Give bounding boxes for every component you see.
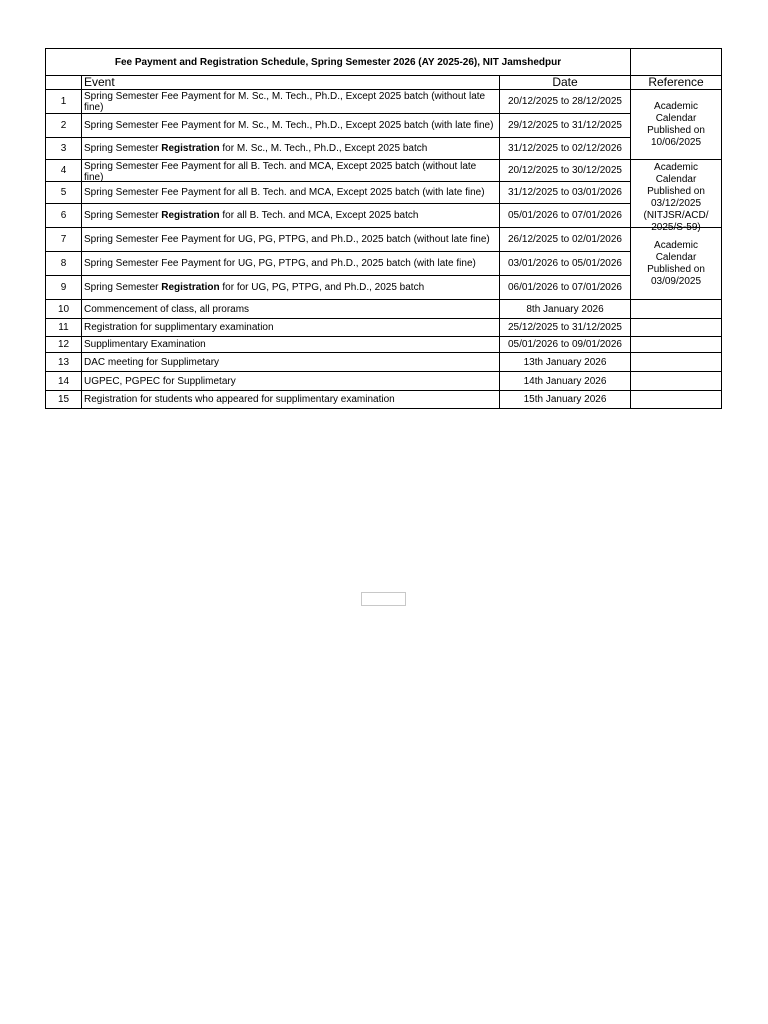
row-number: 9 bbox=[46, 276, 82, 300]
date-cell: 05/01/2026 to 09/01/2026 bbox=[500, 337, 631, 353]
date-cell: 31/12/2025 to 02/12/2026 bbox=[500, 138, 631, 160]
date-cell: 29/12/2025 to 31/12/2025 bbox=[500, 114, 631, 138]
table-row bbox=[46, 353, 722, 372]
event-cell bbox=[82, 353, 500, 372]
event-cell bbox=[82, 319, 500, 337]
event-cell bbox=[82, 160, 500, 182]
table-row bbox=[46, 252, 722, 276]
event-cell bbox=[82, 228, 500, 252]
header-date: Date bbox=[500, 76, 631, 90]
table-row bbox=[46, 90, 722, 114]
header-reference: Reference bbox=[631, 76, 722, 90]
event-text: Spring Semester Fee Payment for all B. Tech. and MCA, Except 2025 batch (with late fine) bbox=[84, 187, 485, 198]
reference-cell bbox=[631, 228, 722, 300]
date-cell: 8th January 2026 bbox=[500, 300, 631, 319]
header-row bbox=[46, 76, 722, 90]
reference-cell-empty bbox=[631, 353, 722, 372]
event-cell bbox=[82, 182, 500, 204]
date-cell: 05/01/2026 to 07/01/2026 bbox=[500, 204, 631, 228]
reference-text: Academic Calendar Published on 03/09/2025 bbox=[647, 239, 705, 287]
date-cell: 26/12/2025 to 02/01/2026 bbox=[500, 228, 631, 252]
row-number: 6 bbox=[46, 204, 82, 228]
date-cell: 03/01/2026 to 05/01/2026 bbox=[500, 252, 631, 276]
event-text-end: for M. Sc., M. Tech., Ph.D., Except 2025 batch bbox=[219, 143, 428, 154]
row-number: 12 bbox=[46, 337, 82, 353]
empty-textbox bbox=[361, 592, 406, 606]
event-cell bbox=[82, 204, 500, 228]
row-number: 15 bbox=[46, 391, 82, 409]
date-cell: 20/12/2025 to 28/12/2025 bbox=[500, 90, 631, 114]
table-row bbox=[46, 228, 722, 252]
event-text: Spring Semester Fee Payment for UG, PG, PTPG, and Ph.D., 2025 batch (without late fine) bbox=[84, 234, 490, 245]
event-cell bbox=[82, 300, 500, 319]
table-row bbox=[46, 204, 722, 228]
event-cell bbox=[82, 391, 500, 409]
event-text: Spring Semester Fee Payment for all B. Tech. and MCA, Except 2025 batch (without late fine) bbox=[84, 160, 477, 183]
reference-cell bbox=[631, 160, 722, 233]
event-cell bbox=[82, 276, 500, 300]
table-row bbox=[46, 337, 722, 353]
row-number: 8 bbox=[46, 252, 82, 276]
date-cell: 20/12/2025 to 30/12/2025 bbox=[500, 160, 631, 182]
table-row bbox=[46, 138, 722, 160]
schedule-table bbox=[45, 48, 722, 409]
date-cell: 25/12/2025 to 31/12/2025 bbox=[500, 319, 631, 337]
table-title: Fee Payment and Registration Schedule, Spring Semester 2026 (AY 2025-26), NIT Jamshedpur bbox=[46, 49, 631, 76]
table-row bbox=[46, 276, 722, 300]
row-number: 1 bbox=[46, 90, 82, 114]
title-row bbox=[46, 49, 722, 76]
event-text: Spring Semester Fee Payment for M. Sc., M. Tech., Ph.D., Except 2025 batch (without late fine) bbox=[84, 90, 486, 113]
event-cell bbox=[82, 252, 500, 276]
event-text: UGPEC, PGPEC for Supplimetary bbox=[84, 375, 236, 387]
event-text-end: for all B. Tech. and MCA, Except 2025 batch bbox=[219, 210, 419, 221]
event-text: Supplimentary Examination bbox=[84, 339, 206, 350]
event-text: Spring Semester Fee Payment for M. Sc., M. Tech., Ph.D., Except 2025 batch (with late fine) bbox=[84, 120, 494, 131]
date-cell: 31/12/2025 to 03/01/2026 bbox=[500, 182, 631, 204]
table-row bbox=[46, 372, 722, 391]
reference-cell bbox=[631, 90, 722, 160]
table-row bbox=[46, 319, 722, 337]
row-number: 4 bbox=[46, 160, 82, 182]
row-number: 2 bbox=[46, 114, 82, 138]
event-bold: Registration bbox=[161, 210, 220, 221]
event-cell bbox=[82, 138, 500, 160]
row-number: 11 bbox=[46, 319, 82, 337]
table-row bbox=[46, 182, 722, 204]
date-cell: 06/01/2026 to 07/01/2026 bbox=[500, 276, 631, 300]
reference-cell-empty bbox=[631, 337, 722, 353]
event-text: Registration for students who appeared for supplimentary examination bbox=[84, 394, 395, 405]
empty-cell bbox=[631, 49, 722, 76]
date-cell: 14th January 2026 bbox=[500, 372, 631, 391]
event-text: Spring Semester Fee Payment for UG, PG, PTPG, and Ph.D., 2025 batch (with late fine) bbox=[84, 258, 476, 269]
event-bold: Registration bbox=[161, 282, 220, 293]
event-text-end: for for UG, PG, PTPG, and Ph.D., 2025 batch bbox=[219, 282, 425, 293]
event-text: DAC meeting for Supplimetary bbox=[84, 356, 220, 368]
row-number: 10 bbox=[46, 300, 82, 319]
event-cell bbox=[82, 372, 500, 391]
event-text: Spring Semester bbox=[84, 210, 162, 221]
date-cell: 15th January 2026 bbox=[500, 391, 631, 409]
table-row bbox=[46, 114, 722, 138]
row-number: 3 bbox=[46, 138, 82, 160]
table-row bbox=[46, 391, 722, 409]
event-cell bbox=[82, 114, 500, 138]
event-cell bbox=[82, 337, 500, 353]
event-cell bbox=[82, 90, 500, 114]
row-number: 5 bbox=[46, 182, 82, 204]
reference-cell-empty bbox=[631, 319, 722, 337]
event-text: Spring Semester bbox=[84, 143, 162, 154]
reference-text: Academic Calendar Published on 10/06/2025 bbox=[647, 100, 705, 148]
reference-cell-empty bbox=[631, 300, 722, 319]
table-row bbox=[46, 300, 722, 319]
event-text: Commencement of class, all prorams bbox=[84, 303, 250, 315]
reference-cell-empty bbox=[631, 391, 722, 409]
date-cell: 13th January 2026 bbox=[500, 353, 631, 372]
reference-text: Academic Calendar Published on 03/12/2025 (NITJSR/ACD/ 2025/S-59) bbox=[643, 161, 709, 233]
row-number: 7 bbox=[46, 228, 82, 252]
header-event: Event bbox=[82, 76, 500, 90]
event-text: Registration for supplimentary examination bbox=[84, 322, 274, 333]
table-row bbox=[46, 160, 722, 182]
event-text: Spring Semester bbox=[84, 282, 162, 293]
event-bold: Registration bbox=[161, 143, 220, 154]
header-no bbox=[46, 76, 82, 90]
row-number: 14 bbox=[46, 372, 82, 391]
row-number: 13 bbox=[46, 353, 82, 372]
reference-cell-empty bbox=[631, 372, 722, 391]
